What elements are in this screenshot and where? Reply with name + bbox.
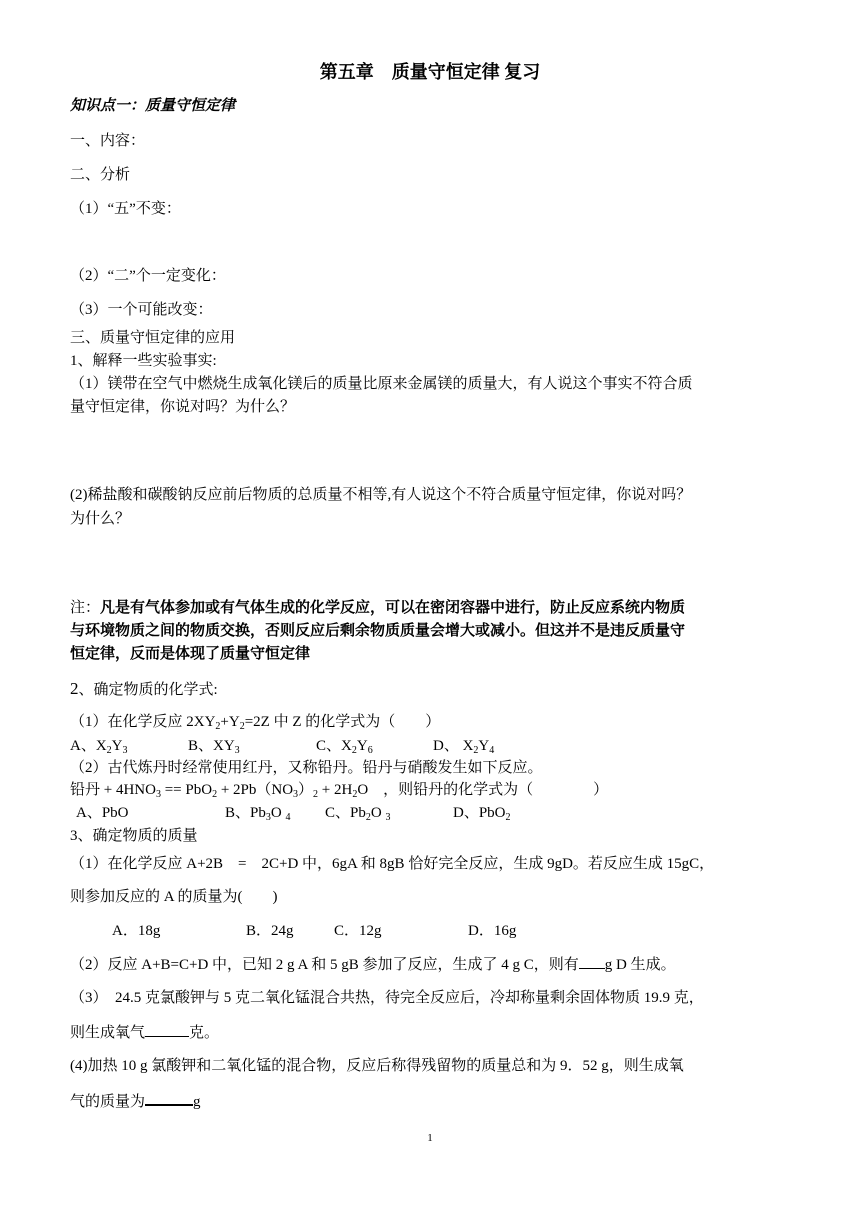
subscript: 2: [313, 789, 319, 800]
note-line-1: [70, 598, 685, 618]
text: 则生成氧气: [70, 1025, 146, 1041]
subscript: 2: [365, 812, 371, 823]
text: O: [270, 805, 286, 821]
option-c: C．12g: [334, 923, 382, 939]
subscript: 2: [352, 789, 358, 800]
text: + 2Pb（NO: [217, 782, 294, 798]
option-d: [453, 803, 511, 823]
mass-question-1-line-1: （1）在化学反应 A+2B = 2C+D 中，6gA 和 8gB 恰好完全反应，生成 9gD。若反应生成 15gC，: [70, 856, 715, 872]
part-2-text: 、确定物质的化学式:: [78, 682, 218, 698]
text: A、X: [70, 738, 107, 754]
subscript: 3: [155, 789, 161, 800]
mass-question-4-line-1: (4)加热 10 g 氯酸钾和二氧化锰的混合物，反应后称得残留物的质量总和为 9．52 g，则生成氧: [70, 1058, 684, 1074]
answer-blank[interactable]: [145, 1022, 189, 1037]
text: + 2H: [318, 782, 353, 798]
analysis-item-1: （1）“五”不变：: [70, 201, 181, 217]
text: 气的质量为: [70, 1094, 146, 1110]
analysis-item-3: （3）一个可能改变：: [70, 302, 213, 318]
option-c: [316, 736, 373, 756]
subscript: 2: [473, 745, 479, 756]
mass-question-2: [70, 954, 676, 975]
option-d: [433, 736, 494, 756]
text: Y: [478, 738, 490, 754]
text: （1）在化学反应 2XY: [70, 714, 216, 730]
subscript: 2: [106, 745, 112, 756]
text: 克。: [189, 1025, 220, 1041]
text: A、PbO: [76, 805, 129, 821]
mass-question-1-line-2: 则参加反应的 A 的质量为( ): [70, 889, 278, 905]
part-1-heading: 1、解释一些实验事实:: [70, 353, 217, 369]
subscript: 4: [285, 812, 291, 823]
option-c: [325, 803, 390, 823]
page-number: 1: [427, 1132, 433, 1144]
question-1-line-1: （1）镁带在空气中燃烧生成氧化镁后的质量比原来金属镁的质量大，有人说这个事实不符合质: [70, 376, 693, 392]
option-a: [70, 736, 128, 756]
text: O ，则铅丹的化学式为（ ）: [357, 782, 609, 798]
formula-question-2-equation: [70, 780, 608, 800]
text: ）: [298, 782, 314, 798]
subscript: 3: [265, 812, 271, 823]
option-b: [225, 803, 290, 823]
text: C、X: [316, 738, 352, 754]
subscript: 3: [385, 812, 391, 823]
note-text-1: 凡是有气体参加或有气体生成的化学反应，可以在密闭容器中进行，防止反应系统内物质: [100, 600, 686, 616]
mass-question-3-line-1: （3） 24.5 克氯酸钾与 5 克二氧化锰混合共热，待完全反应后，冷却称量剩余固体物质 19.9 克，: [70, 990, 704, 1006]
subscript: 3: [293, 789, 299, 800]
subscript: 3: [234, 745, 240, 756]
option-a: A．18g: [112, 923, 161, 939]
question-2-line-2: 为什么？: [70, 511, 131, 527]
note-line-3: 恒定律，反而是体现了质量守恒定律: [70, 646, 311, 662]
page-title: 第五章 质量守恒定律 复习: [319, 62, 541, 82]
section-content: 一、内容：: [70, 133, 146, 149]
note-prefix: 注：: [70, 600, 101, 616]
text: g: [193, 1094, 201, 1110]
text: D、PbO: [453, 805, 506, 821]
mass-question-3-line-2: [70, 1022, 219, 1043]
question-1-line-2: 量守恒定律，你说对吗？为什么？: [70, 399, 296, 415]
subscript: 2: [212, 789, 218, 800]
mass-question-4-line-2: [70, 1090, 201, 1112]
knowledge-point-heading: 知识点一：质量守恒定律: [70, 98, 236, 114]
option-b: [188, 736, 240, 756]
text: == PbO: [160, 782, 213, 798]
option-b: B．24g: [246, 923, 294, 939]
text: =2Z 中 Z 的化学式为（ ）: [244, 714, 441, 730]
subscript: 4: [489, 745, 495, 756]
formula-question-1: [70, 712, 440, 732]
text: Y: [111, 738, 123, 754]
subscript: 3: [122, 745, 128, 756]
section-application: 三、质量守恒定律的应用: [70, 330, 236, 346]
part-2-number: 2: [70, 679, 79, 698]
subscript: 2: [351, 745, 357, 756]
part-2-heading: [70, 679, 218, 700]
text: B、XY: [188, 738, 235, 754]
text: B、Pb: [225, 805, 266, 821]
answer-blank[interactable]: [579, 954, 605, 969]
option-d: D．16g: [468, 923, 517, 939]
part-3-heading: 3、确定物质的质量: [70, 828, 198, 844]
subscript: 2: [215, 721, 221, 732]
text: Y: [356, 738, 368, 754]
subscript: 2: [505, 812, 511, 823]
question-2-line-1: (2)稀盐酸和碳酸钠反应前后物质的总质量不相等,有人说这个不符合质量守恒定律，你说对吗？: [70, 487, 692, 503]
text: 铅丹 + 4HNO: [70, 782, 156, 798]
text: C、Pb: [325, 805, 366, 821]
text: O: [370, 805, 386, 821]
subscript: 2: [239, 721, 245, 732]
section-analysis: 二、分析: [70, 167, 131, 183]
text: D、 X: [433, 738, 474, 754]
analysis-item-2: （2）“二”个一定变化：: [70, 268, 226, 284]
option-a: [76, 803, 129, 823]
note-line-2: 与环境物质之间的物质交换，否则反应后剩余物质质量会增大或减小。但这并不是违反质量守: [70, 623, 686, 639]
text: （2）反应 A+B=C+D 中，已知 2 g A 和 5 gB 参加了反应，生成了 4 g C，则有: [70, 957, 579, 973]
text: +Y: [220, 714, 240, 730]
text: g D 生成。: [604, 957, 676, 973]
formula-question-2-line-1: （2）古代炼丹时经常使用红丹，又称铅丹。铅丹与硝酸发生如下反应。: [70, 760, 543, 776]
subscript: 6: [367, 745, 373, 756]
answer-blank[interactable]: [145, 1090, 193, 1106]
